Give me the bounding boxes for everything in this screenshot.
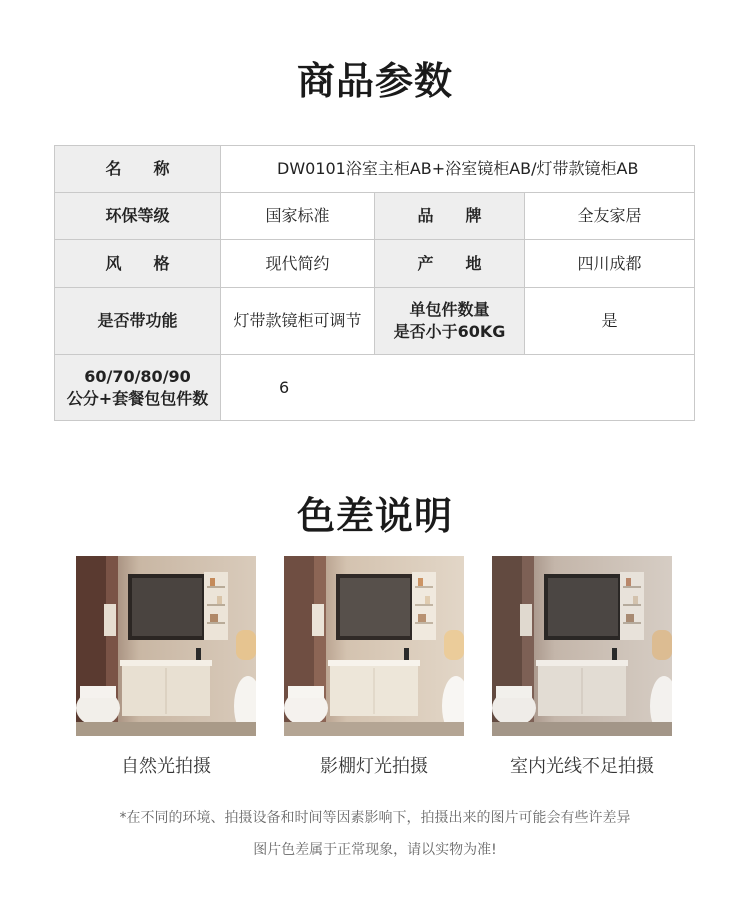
- table-row: [55, 355, 695, 421]
- table-row: [55, 288, 695, 355]
- package-weight-label: [375, 288, 525, 355]
- bathroom-illustration: [492, 556, 672, 736]
- photo-caption: 影棚灯光拍摄: [320, 756, 428, 777]
- disclaimer-line-2: 图片色差属于正常现象，请以实物为准!: [253, 842, 497, 858]
- bathroom-illustration: [76, 556, 256, 736]
- bathroom-image: [284, 556, 464, 736]
- name-value: DW0101浴室主柜AB+浴室镜柜AB/灯带款镜柜AB: [221, 146, 695, 193]
- package-count-label: [55, 355, 221, 421]
- eco-level-label: 环保等级: [55, 193, 221, 240]
- package-weight-label-line1: 单包件数量: [409, 300, 490, 319]
- package-count-label-line2: 公分+套餐包包件数: [66, 388, 209, 408]
- origin-value: 四川成都: [525, 240, 695, 288]
- params-table: [54, 145, 695, 421]
- photo-comparison: [76, 556, 676, 776]
- disclaimer-line-1: *在不同的环境、拍摄设备和时间等因素影响下，拍摄出来的图片可能会有些许差异: [119, 810, 631, 826]
- package-weight-value: 是: [525, 288, 695, 355]
- photo-natural-light: [76, 556, 256, 778]
- photo-caption: 室内光线不足拍摄: [510, 756, 654, 777]
- bathroom-image: [76, 556, 256, 736]
- photo-studio-light: [284, 556, 464, 778]
- function-value: 灯带款镜柜可调节: [221, 288, 375, 355]
- brand-value: 全友家居: [525, 193, 695, 240]
- style-value: 现代简约: [221, 240, 375, 288]
- table-row: [55, 193, 695, 240]
- table-row: [55, 146, 695, 193]
- function-label: 是否带功能: [55, 288, 221, 355]
- style-label: 风 格: [55, 240, 221, 288]
- bathroom-illustration: [284, 556, 464, 736]
- color-difference-title: 色差说明: [296, 494, 453, 538]
- package-count-value: 6: [221, 355, 695, 421]
- table-row: [55, 240, 695, 288]
- package-weight-label-line2: 是否小于60KG: [393, 322, 506, 341]
- package-count-label-line1: 60/70/80/90: [84, 366, 191, 386]
- photo-caption: 自然光拍摄: [121, 756, 211, 777]
- name-label: 名 称: [55, 146, 221, 193]
- brand-label: 品 牌: [375, 193, 525, 240]
- photo-low-light: [492, 556, 672, 778]
- eco-level-value: 国家标准: [221, 193, 375, 240]
- product-params-title: 商品参数: [296, 59, 453, 103]
- bathroom-image: [492, 556, 672, 736]
- origin-label: 产 地: [375, 240, 525, 288]
